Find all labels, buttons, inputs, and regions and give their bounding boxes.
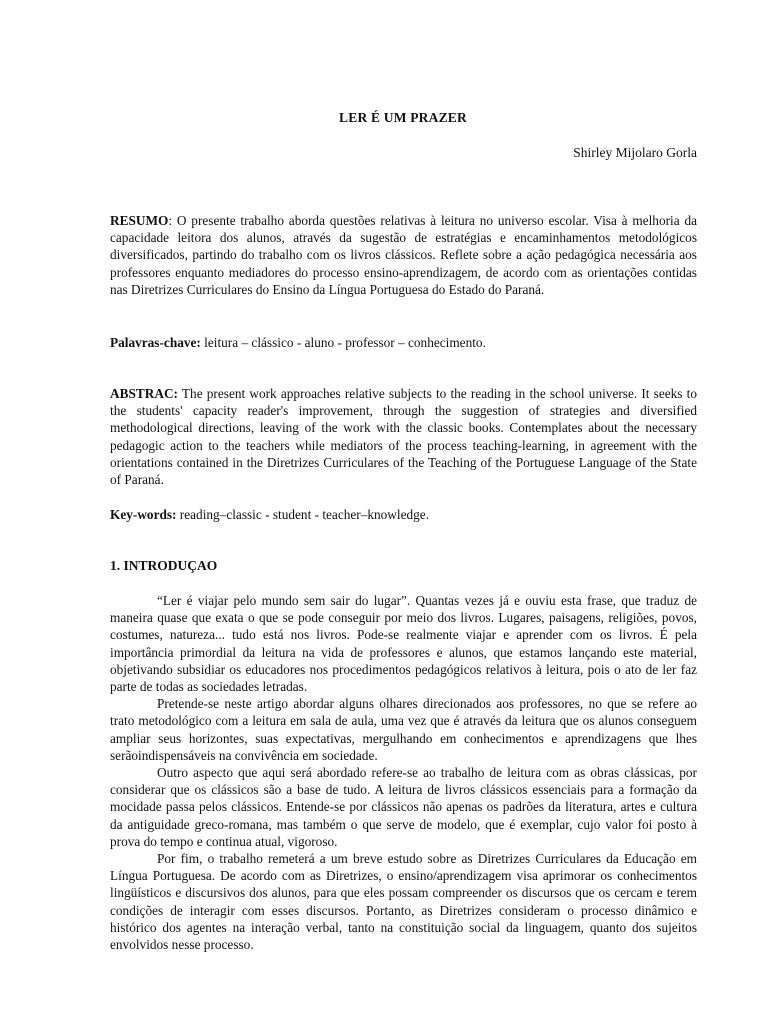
resumo-label: RESUMO bbox=[110, 213, 169, 228]
section-heading: 1. INTRODUÇAO bbox=[110, 558, 218, 573]
keywords-label: Key-words: bbox=[110, 507, 177, 522]
keywords-section bbox=[110, 506, 697, 523]
author-name: Shirley Mijolaro Gorla bbox=[573, 145, 697, 160]
paragraph: Pretende-se neste artigo abordar alguns olhares direcionados aos professores, no que se refere ao trato metodológico com a leitura em sala de aula, uma vez que é através da leitura que os alunos conseguem ampliar seus horizontes, suas expectativas, mergulhando em conhecimentos e aprendizagens que lhes serãoindispensáveis na convivência em sociedade. bbox=[110, 696, 697, 763]
palavras-chave-text: leitura – clássico - aluno - professor – conhecimento. bbox=[200, 335, 486, 350]
paragraph: “Ler é viajar pelo mundo sem sair do lugar”. Quantas vezes já e ouviu esta frase, que traduz de maneira quase que exata o que se pode conseguir por meio dos livros. Lugares, paisagens, religiões, povos, costumes, natureza... tudo está nos livros. Pode-se realmente viajar e aprender com os livros. É pela importância primordial da leitura na vida de professores e alunos, que estamos lançando este material, objetivando subsidiar os educadores nos procedimentos pedagógicos relativos à leitura, pois o ato de ler faz parte de todas as sociedades letradas. bbox=[110, 593, 697, 695]
abstract-text: The present work approaches relative subjects to the reading in the school universe. It seeks to the students' capacity reader's improvement, through the suggestion of strategies and diversified methodological directions, leaving of the work with the classic books. Contemplates about the necessary pedagogic action to the teachers while mediators of the process teaching-learning, in agreement with the orientations contained in the Diretrizes Curriculares of the Teaching of the Portuguese Language of the State of Paraná. bbox=[110, 386, 697, 488]
document-title: LER É UM PRAZER bbox=[339, 110, 467, 125]
palavras-chave-section bbox=[110, 334, 697, 351]
paragraph: Por fim, o trabalho remeterá a um breve estudo sobre as Diretrizes Curriculares da Educação em Língua Portuguesa. De acordo com as Diretrizes, o ensino/aprendizagem visa aprimorar os conhecimentos lingüísticos e discursivos dos alunos, para que eles possam compreender os discursos que os cercam e terem condições de interagir com esses discursos. Portanto, as Diretrizes consideram o processo dinâmico e histórico dos agentes na interação verbal, tanto na constituição social da linguagem, quanto dos sujeitos envolvidos nesse processo. bbox=[110, 851, 697, 953]
abstract-section bbox=[110, 385, 697, 488]
keywords-text: reading–classic - student - teacher–knowledge. bbox=[176, 507, 430, 522]
resumo-text: : O presente trabalho aborda questões relativas à leitura no universo escolar. Visa à melhoria da capacidade leitora dos alunos, através da sugestão de estratégias e encaminhamentos metodológicos diversificados, partindo do trabalho com os livros clássicos. Reflete sobre a ação pedagógica necessária aos professores enquanto mediadores do processo ensino-aprendizagem, de acordo com as orientações contidas nas Diretrizes Curriculares do Ensino da Língua Portuguesa do Estado do Paraná. bbox=[110, 213, 697, 297]
paragraph: Outro aspecto que aqui será abordado refere-se ao trabalho de leitura com as obras clássicas, por considerar que os clássicos são a base de tudo. A leitura de livros clássicos essenciais para a formação da mocidade passa pelos clássicos. Entende-se por clássicos não apenas os padrões da literatura, artes e cultura da antiguidade greco-romana, mas também o que serve de modelo, que é exemplar, cujo valor foi posto à prova do tempo e continua atual, vigoroso. bbox=[110, 765, 697, 849]
introduction-body bbox=[110, 592, 697, 953]
resumo-section bbox=[110, 212, 697, 298]
palavras-chave-label: Palavras-chave: bbox=[110, 335, 201, 350]
abstract-label: ABSTRAC: bbox=[110, 386, 178, 401]
